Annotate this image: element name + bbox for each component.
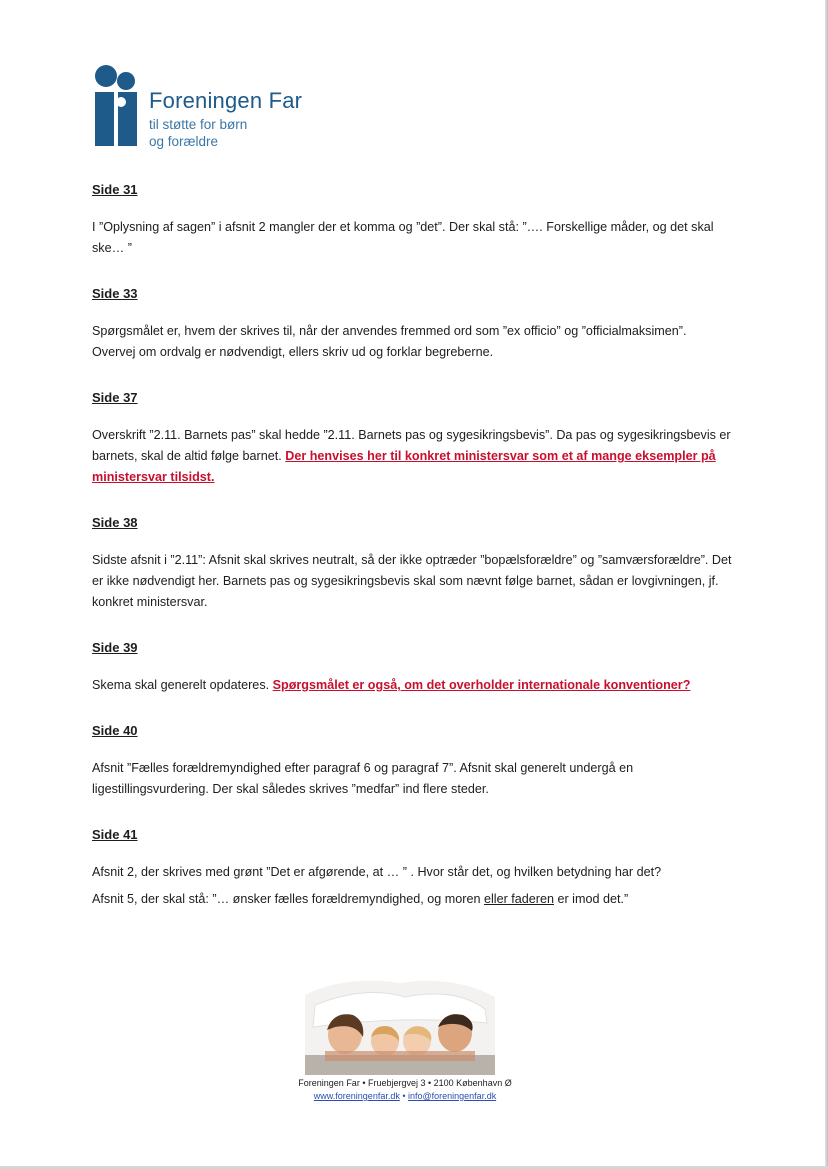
- paragraph-text: Skema skal generelt opdateres.: [92, 678, 273, 692]
- section-heading: Side 38: [92, 515, 138, 530]
- section-heading: Side 39: [92, 640, 138, 655]
- paragraph-text: Overskrift ”2.11. Barnets pas” skal hedde ”2.11. Barnets pas og sygesikringsbevis”. Da pas og sygesikringsbevis er barnets, skal de altid følge barnet.: [92, 428, 731, 463]
- section-paragraph: [92, 675, 732, 696]
- highlighted-comment: Spørgsmålet er også, om det overholder internationale konventioner?: [272, 678, 691, 692]
- section-paragraph: [92, 425, 732, 488]
- logo-subtitle-line1: til støtte for børn: [149, 117, 248, 132]
- section-side-41: [92, 825, 732, 910]
- section-paragraph: [92, 889, 732, 910]
- family-photo: [305, 975, 495, 1075]
- section-side-31: [92, 180, 732, 259]
- organization-logo: [93, 64, 353, 154]
- section-paragraph: Spørgsmålet er, hvem der skrives til, når der anvendes fremmed ord som ”ex officio” og ”officialmaksimen”. Overvej om ordvalg er nødvendigt, ellers skriv ud og forklar begreberne.: [92, 324, 687, 359]
- section-paragraph: Afsnit ”Fælles forældremyndighed efter paragraf 6 og paragraf 7”. Afsnit skal generelt undergå en ligestillingsvurdering. Der skal således skrives ”medfar” ind flere steder.: [92, 761, 634, 796]
- footer-separator: •: [399, 1091, 408, 1101]
- website-link[interactable]: www.foreningenfar.dk: [313, 1091, 400, 1101]
- email-link[interactable]: info@foreningenfar.dk: [408, 1091, 497, 1101]
- section-side-33: [92, 284, 732, 363]
- footer-links: [200, 1091, 610, 1101]
- section-side-37: [92, 388, 732, 488]
- document-body: [92, 180, 732, 935]
- logo-mark-icon: [93, 64, 149, 150]
- logo-subtitle-line2: og forældre: [149, 134, 219, 149]
- logo-title: Foreningen Far: [149, 88, 303, 113]
- section-side-38: [92, 513, 732, 613]
- section-heading: Side 33: [92, 286, 138, 301]
- highlighted-comment: Der henvises her til konkret ministersvar som et af mange eksempler på ministersvar tilsidst.: [92, 449, 716, 484]
- section-heading: Side 40: [92, 723, 138, 738]
- section-side-39: [92, 638, 732, 696]
- section-heading: Side 37: [92, 390, 138, 405]
- footer-address: Foreningen Far • Fruebjergvej 3 • 2100 København Ø: [298, 1078, 512, 1088]
- underlined-text: eller faderen: [483, 892, 554, 906]
- section-side-40: [92, 721, 732, 800]
- paragraph-text: er imod det.”: [553, 892, 629, 906]
- section-heading: Side 41: [92, 827, 138, 842]
- section-paragraph: I ”Oplysning af sagen” i afsnit 2 mangler der et komma og ”det”. Der skal stå: ”…. Forskellige måder, og det skal ske… ”: [92, 220, 714, 255]
- logo-subtitle: [149, 116, 247, 150]
- section-heading: Side 31: [92, 182, 138, 197]
- paragraph-text: Afsnit 5, der skal stå: ”… ønsker fælles forældremyndighed, og moren: [92, 892, 484, 906]
- section-paragraph: Sidste afsnit i ”2.11”: Afsnit skal skrives neutralt, så der ikke optræder ”bopælsforældre” og ”samværsforældre”. Det er ikke nødvendigt her. Barnets pas og sygesikringsbevis skal som nævnt følge barnet, sådan er lovgivningen, jf. konkret ministersvar.: [92, 553, 732, 609]
- section-paragraph: Afsnit 2, der skrives med grønt ”Det er afgørende, at … ” . Hvor står det, og hvilken betydning har det?: [92, 865, 662, 879]
